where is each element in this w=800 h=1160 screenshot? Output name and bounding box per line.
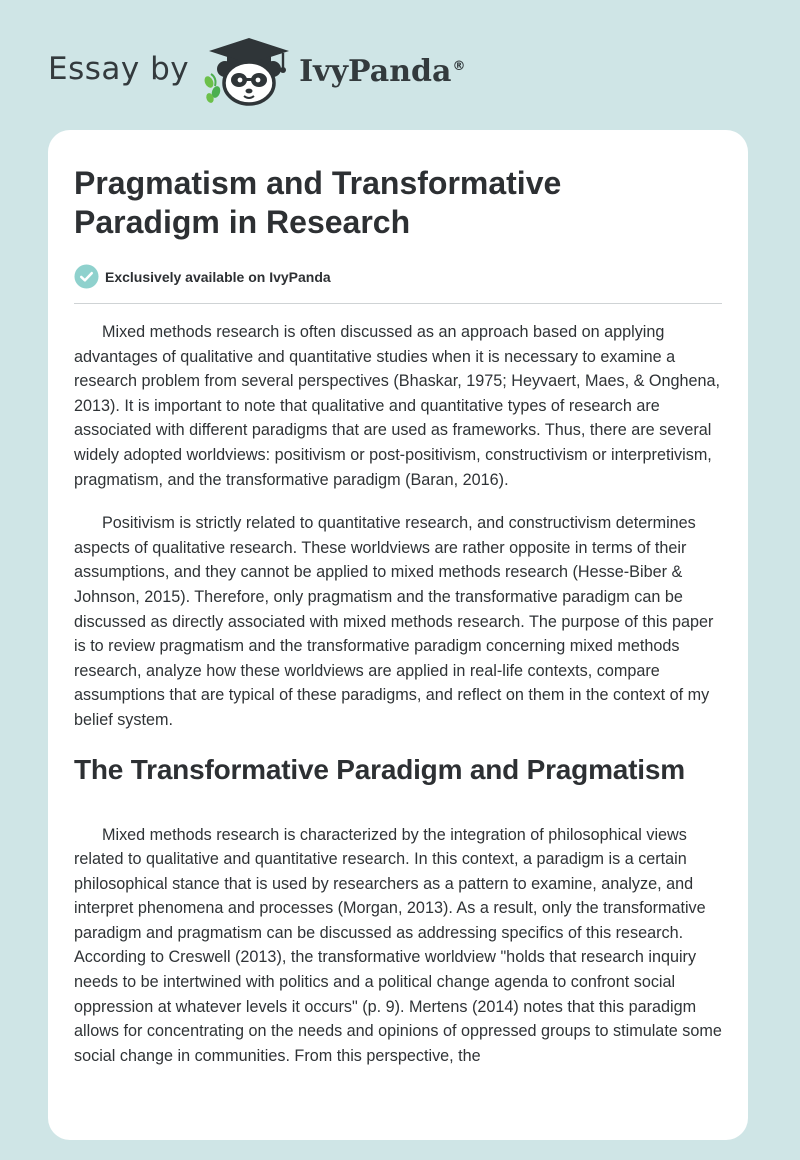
essay-card xyxy=(48,130,748,1140)
check-circle-icon xyxy=(74,264,99,289)
section-heading: The Transformative Paradigm and Pragmatism xyxy=(74,753,685,785)
brand-name xyxy=(299,54,465,89)
paragraph-section-1: Mixed methods research is characterized by the integration of philosophical views related to qualitative and quantitative research. In this context, a paradigm is a certain philosophical stance that is used by researchers as a pattern to examine, analyze, and interpret phenomena and processes (Morgan, 2013). As a result, only the transformative paradigm and pragmatism can be discussed as addressing specifics of this research. According to Creswell (2013), the transformative worldview "holds that research inquiry needs to be intertwined with politics and a political change agenda to confront social oppression at whatever levels it occurs" (p. 9). Mertens (2014) notes that this paradigm allows for concentrating on the needs and opinions of oppressed groups to stimulate some social change in communities. From this perspective, the xyxy=(74,825,722,1065)
paragraph-intro-2: Positivism is strictly related to quantitative research, and constructivism determines aspects of qualitative research. These worldviews are rather opposite in terms of their assumptions, and they cannot be applied to mixed methods research (Hesse-Biber & Johnson, 2015). Therefore, only pragmatism and the transformative paradigm can be discussed as directly associated with mixed methods research. The purpose of this paper is to review pragmatism and the transformative paradigm concerning mixed methods research, analyze how these worldviews are applied in real-life contexts, compare assumptions that are typical of these paradigms, and reflect on them in the context of my belief system. xyxy=(74,514,714,729)
title-divider xyxy=(74,303,722,304)
panda-logo-icon xyxy=(203,36,295,108)
essay-title: Pragmatism and Transformative Paradigm in Research xyxy=(74,165,562,240)
essay-body xyxy=(74,320,724,1087)
paragraph-intro-1: Mixed methods research is often discussed as an approach based on applying advantages of qualitative and quantitative studies when it is necessary to examine a research problem from several perspectives (Bhaskar, 1975; Heyvaert, Maes, & Onghena, 2013). It is important to note that qualitative and quantitative types of research are associated with different paradigms that are used as frameworks. Thus, there are several widely adopted worldviews: positivism or post-positivism, constructivism or interpretivism, pragmatism, and the transformative paradigm (Baran, 2016). xyxy=(74,323,721,489)
exclusive-badge xyxy=(74,264,331,289)
exclusive-label: Exclusively available on IvyPanda xyxy=(105,268,331,285)
brand-prefix: Essay by xyxy=(48,51,190,87)
registered-mark: ® xyxy=(452,58,466,74)
site-brand[interactable] xyxy=(48,36,465,108)
brand-name-text: IvyPanda xyxy=(299,53,452,89)
